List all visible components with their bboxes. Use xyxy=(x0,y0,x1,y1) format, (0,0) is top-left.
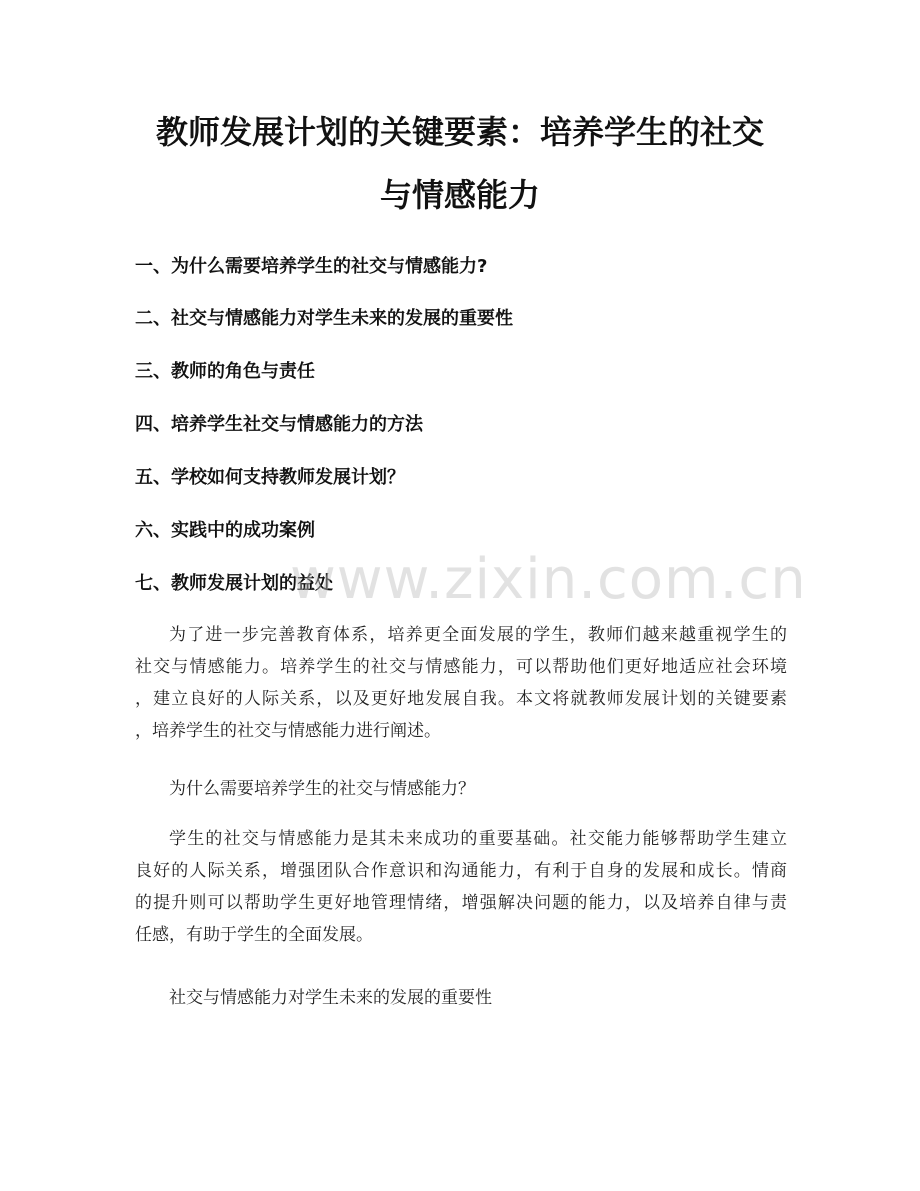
section-1-line: 的提升则可以帮助学生更好地管理情绪，增强解决问题的能力，以及培养自律与责 xyxy=(135,893,787,913)
document-title-line-1: 教师发展计划的关键要素：培养学生的社交 xyxy=(155,113,764,151)
section-1-line: 学生的社交与情感能力是其未来成功的重要基础。社交能力能够帮助学生建立 xyxy=(169,829,787,849)
intro-paragraph xyxy=(135,619,787,747)
toc-item-1: 一、为什么需要培养学生的社交与情感能力? xyxy=(135,256,488,277)
section-1-line: 良好的人际关系，增强团队合作意识和沟通能力，有利于自身的发展和成长。情商 xyxy=(135,861,787,881)
document-title-line-2: 与情感能力 xyxy=(379,176,540,214)
section-1-line: 任感，有助于学生的全面发展。 xyxy=(135,925,373,945)
toc-item-6: 六、实践中的成功案例 xyxy=(135,520,315,541)
toc-item-3: 三、教师的角色与责任 xyxy=(135,361,315,382)
intro-line: 为了进一步完善教育体系，培养更全面发展的学生，教师们越来越重视学生的 xyxy=(169,625,787,645)
toc-item-5: 五、学校如何支持教师发展计划？ xyxy=(135,467,405,488)
toc-item-2: 二、社交与情感能力对学生未来的发展的重要性 xyxy=(135,308,513,329)
section-2-heading: 社交与情感能力对学生未来的发展的重要性 xyxy=(169,988,492,1008)
section-1-heading: 为什么需要培养学生的社交与情感能力？ xyxy=(169,779,475,799)
intro-line: ，建立良好的人际关系，以及更好地发展自我。本文将就教师发展计划的关键要素 xyxy=(135,689,787,709)
intro-line: ，培养学生的社交与情感能力进行阐述。 xyxy=(135,721,441,741)
section-1-paragraph xyxy=(135,823,787,951)
toc-item-7: 七、教师发展计划的益处 xyxy=(135,573,333,594)
watermark: www.zixin.com.cn xyxy=(290,547,807,612)
toc-item-4: 四、培养学生社交与情感能力的方法 xyxy=(135,414,423,435)
intro-line: 社交与情感能力。培养学生的社交与情感能力，可以帮助他们更好地适应社会环境 xyxy=(135,657,787,677)
